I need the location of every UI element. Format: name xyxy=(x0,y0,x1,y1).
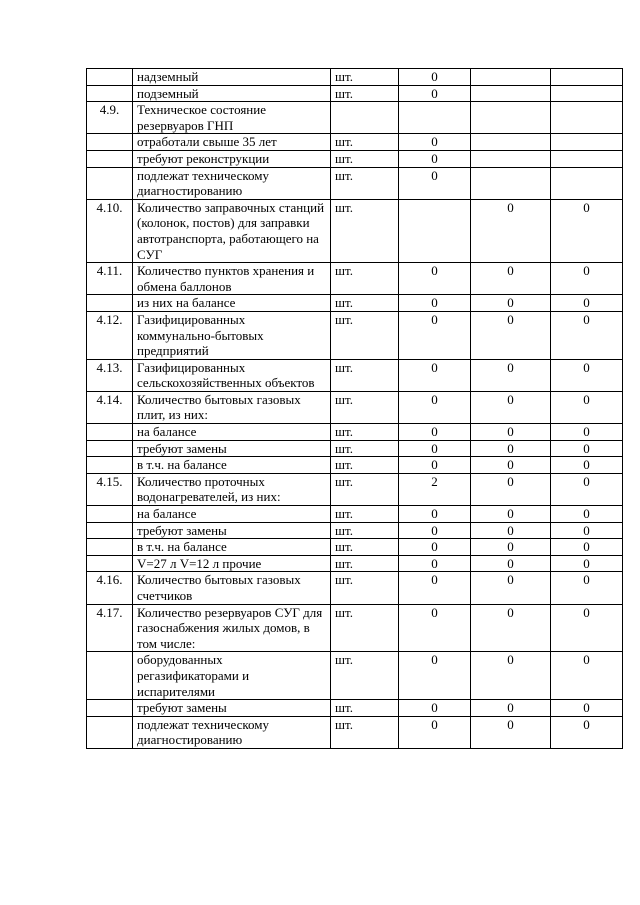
row-value-3-cell: 0 xyxy=(551,604,623,652)
table-row xyxy=(87,652,623,700)
row-index-cell: 4.16. xyxy=(87,572,133,604)
row-value-1-cell: 0 xyxy=(399,69,471,86)
row-value-3-cell xyxy=(551,167,623,199)
row-name-cell: в т.ч. на балансе xyxy=(133,457,331,474)
row-value-2-cell: 0 xyxy=(471,572,551,604)
row-value-3-cell xyxy=(551,69,623,86)
table-row xyxy=(87,457,623,474)
gas-facilities-table xyxy=(86,68,623,749)
row-unit-cell xyxy=(331,102,399,134)
row-index-cell xyxy=(87,69,133,86)
row-value-2-cell xyxy=(471,102,551,134)
row-unit-cell: шт. xyxy=(331,134,399,151)
row-value-1-cell: 0 xyxy=(399,457,471,474)
row-unit-cell: шт. xyxy=(331,359,399,391)
table-row xyxy=(87,102,623,134)
table-row xyxy=(87,604,623,652)
row-value-1-cell: 0 xyxy=(399,311,471,359)
row-name-cell: отработали свыше 35 лет xyxy=(133,134,331,151)
row-value-1-cell: 0 xyxy=(399,295,471,312)
row-value-3-cell: 0 xyxy=(551,457,623,474)
row-index-cell xyxy=(87,440,133,457)
row-unit-cell: шт. xyxy=(331,85,399,102)
row-value-1-cell: 0 xyxy=(399,263,471,295)
row-value-3-cell xyxy=(551,102,623,134)
row-value-2-cell xyxy=(471,134,551,151)
table-row xyxy=(87,69,623,86)
row-name-cell: требуют замены xyxy=(133,440,331,457)
row-value-3-cell: 0 xyxy=(551,716,623,748)
row-unit-cell: шт. xyxy=(331,167,399,199)
row-name-cell: Техническое состояние резервуаров ГНП xyxy=(133,102,331,134)
row-unit-cell: шт. xyxy=(331,604,399,652)
row-unit-cell: шт. xyxy=(331,440,399,457)
row-value-2-cell: 0 xyxy=(471,263,551,295)
row-index-cell: 4.15. xyxy=(87,473,133,505)
row-name-cell: на балансе xyxy=(133,424,331,441)
row-index-cell xyxy=(87,716,133,748)
row-name-cell: Количество бытовых газовых плит, из них: xyxy=(133,391,331,423)
row-index-cell: 4.9. xyxy=(87,102,133,134)
table-row xyxy=(87,295,623,312)
row-value-1-cell: 0 xyxy=(399,167,471,199)
row-value-1-cell: 2 xyxy=(399,473,471,505)
row-unit-cell: шт. xyxy=(331,263,399,295)
row-value-1-cell xyxy=(399,199,471,262)
row-name-cell: требуют замены xyxy=(133,700,331,717)
row-value-1-cell: 0 xyxy=(399,539,471,556)
row-value-2-cell: 0 xyxy=(471,604,551,652)
row-name-cell: надземный xyxy=(133,69,331,86)
table-row xyxy=(87,572,623,604)
table-row xyxy=(87,311,623,359)
row-index-cell xyxy=(87,167,133,199)
row-value-3-cell: 0 xyxy=(551,199,623,262)
row-index-cell xyxy=(87,134,133,151)
table-row xyxy=(87,716,623,748)
row-unit-cell: шт. xyxy=(331,199,399,262)
row-unit-cell: шт. xyxy=(331,69,399,86)
row-index-cell: 4.13. xyxy=(87,359,133,391)
table-row xyxy=(87,134,623,151)
row-name-cell: подлежат техническому диагностированию xyxy=(133,716,331,748)
row-name-cell: Количество бытовых газовых счетчиков xyxy=(133,572,331,604)
row-value-3-cell xyxy=(551,134,623,151)
row-value-1-cell: 0 xyxy=(399,359,471,391)
row-value-1-cell: 0 xyxy=(399,604,471,652)
row-value-1-cell: 0 xyxy=(399,506,471,523)
table-row xyxy=(87,263,623,295)
row-index-cell xyxy=(87,555,133,572)
row-index-cell xyxy=(87,457,133,474)
row-value-1-cell: 0 xyxy=(399,134,471,151)
row-index-cell xyxy=(87,150,133,167)
row-value-3-cell: 0 xyxy=(551,522,623,539)
row-value-3-cell: 0 xyxy=(551,359,623,391)
row-value-3-cell: 0 xyxy=(551,539,623,556)
table-row xyxy=(87,473,623,505)
row-value-1-cell: 0 xyxy=(399,522,471,539)
table-row xyxy=(87,440,623,457)
row-value-3-cell: 0 xyxy=(551,440,623,457)
row-name-cell: V=27 л V=12 л прочие xyxy=(133,555,331,572)
row-name-cell: подземный xyxy=(133,85,331,102)
row-value-2-cell xyxy=(471,167,551,199)
row-index-cell xyxy=(87,295,133,312)
table-row xyxy=(87,199,623,262)
row-value-3-cell xyxy=(551,85,623,102)
row-name-cell: Количество проточных водонагревателей, из них: xyxy=(133,473,331,505)
row-value-3-cell xyxy=(551,150,623,167)
row-value-3-cell: 0 xyxy=(551,700,623,717)
row-value-3-cell: 0 xyxy=(551,506,623,523)
row-index-cell xyxy=(87,522,133,539)
row-unit-cell: шт. xyxy=(331,424,399,441)
row-value-1-cell: 0 xyxy=(399,440,471,457)
row-unit-cell: шт. xyxy=(331,295,399,312)
table-row xyxy=(87,391,623,423)
row-value-2-cell: 0 xyxy=(471,199,551,262)
row-index-cell: 4.10. xyxy=(87,199,133,262)
row-unit-cell: шт. xyxy=(331,700,399,717)
row-value-1-cell: 0 xyxy=(399,652,471,700)
row-value-1-cell xyxy=(399,102,471,134)
row-value-2-cell: 0 xyxy=(471,539,551,556)
row-value-1-cell: 0 xyxy=(399,555,471,572)
row-unit-cell: шт. xyxy=(331,311,399,359)
row-value-2-cell xyxy=(471,69,551,86)
row-unit-cell: шт. xyxy=(331,457,399,474)
row-unit-cell: шт. xyxy=(331,652,399,700)
row-value-2-cell: 0 xyxy=(471,440,551,457)
row-index-cell xyxy=(87,85,133,102)
table-row xyxy=(87,359,623,391)
table-row xyxy=(87,700,623,717)
row-index-cell: 4.17. xyxy=(87,604,133,652)
row-index-cell: 4.14. xyxy=(87,391,133,423)
row-index-cell: 4.12. xyxy=(87,311,133,359)
row-value-1-cell: 0 xyxy=(399,716,471,748)
row-unit-cell: шт. xyxy=(331,572,399,604)
row-name-cell: на балансе xyxy=(133,506,331,523)
row-name-cell: требуют замены xyxy=(133,522,331,539)
row-value-3-cell: 0 xyxy=(551,572,623,604)
row-value-3-cell: 0 xyxy=(551,263,623,295)
row-value-2-cell: 0 xyxy=(471,555,551,572)
row-name-cell: Количество пунктов хранения и обмена баллонов xyxy=(133,263,331,295)
row-index-cell xyxy=(87,652,133,700)
row-value-1-cell: 0 xyxy=(399,85,471,102)
row-unit-cell: шт. xyxy=(331,716,399,748)
row-value-2-cell xyxy=(471,85,551,102)
row-name-cell: требуют реконструкции xyxy=(133,150,331,167)
row-name-cell: Газифицированных сельскохозяйственных объектов xyxy=(133,359,331,391)
row-value-3-cell: 0 xyxy=(551,311,623,359)
row-value-3-cell: 0 xyxy=(551,295,623,312)
row-unit-cell: шт. xyxy=(331,506,399,523)
row-name-cell: из них на балансе xyxy=(133,295,331,312)
row-value-2-cell: 0 xyxy=(471,700,551,717)
row-value-3-cell: 0 xyxy=(551,473,623,505)
row-unit-cell: шт. xyxy=(331,539,399,556)
table-row xyxy=(87,85,623,102)
table-body xyxy=(87,69,623,749)
row-value-2-cell: 0 xyxy=(471,295,551,312)
row-value-2-cell: 0 xyxy=(471,522,551,539)
table-row xyxy=(87,506,623,523)
row-value-1-cell: 0 xyxy=(399,424,471,441)
row-value-2-cell: 0 xyxy=(471,311,551,359)
row-value-2-cell: 0 xyxy=(471,391,551,423)
row-value-2-cell: 0 xyxy=(471,652,551,700)
row-value-2-cell xyxy=(471,150,551,167)
row-index-cell xyxy=(87,539,133,556)
table-row xyxy=(87,424,623,441)
row-value-3-cell: 0 xyxy=(551,555,623,572)
table-row xyxy=(87,150,623,167)
row-name-cell: Количество заправочных станций (колонок, постов) для заправки автотранспорта, работающего на СУГ xyxy=(133,199,331,262)
row-value-2-cell: 0 xyxy=(471,457,551,474)
row-value-1-cell: 0 xyxy=(399,700,471,717)
row-value-3-cell: 0 xyxy=(551,652,623,700)
table-row xyxy=(87,167,623,199)
row-name-cell: подлежат техническому диагностированию xyxy=(133,167,331,199)
row-unit-cell: шт. xyxy=(331,150,399,167)
row-unit-cell: шт. xyxy=(331,391,399,423)
row-name-cell: Количество резервуаров СУГ для газоснабжения жилых домов, в том числе: xyxy=(133,604,331,652)
row-value-3-cell: 0 xyxy=(551,424,623,441)
row-index-cell xyxy=(87,700,133,717)
row-value-2-cell: 0 xyxy=(471,359,551,391)
row-name-cell: Газифицированных коммунально-бытовых предприятий xyxy=(133,311,331,359)
row-name-cell: оборудованных регазификаторами и испарителями xyxy=(133,652,331,700)
row-name-cell: в т.ч. на балансе xyxy=(133,539,331,556)
row-value-2-cell: 0 xyxy=(471,424,551,441)
row-value-2-cell: 0 xyxy=(471,473,551,505)
table-row xyxy=(87,539,623,556)
row-value-2-cell: 0 xyxy=(471,716,551,748)
row-index-cell: 4.11. xyxy=(87,263,133,295)
row-value-2-cell: 0 xyxy=(471,506,551,523)
row-value-1-cell: 0 xyxy=(399,150,471,167)
row-unit-cell: шт. xyxy=(331,555,399,572)
row-value-3-cell: 0 xyxy=(551,391,623,423)
row-value-1-cell: 0 xyxy=(399,391,471,423)
table-row xyxy=(87,522,623,539)
row-index-cell xyxy=(87,424,133,441)
row-index-cell xyxy=(87,506,133,523)
row-unit-cell: шт. xyxy=(331,522,399,539)
row-unit-cell: шт. xyxy=(331,473,399,505)
row-value-1-cell: 0 xyxy=(399,572,471,604)
table-row xyxy=(87,555,623,572)
